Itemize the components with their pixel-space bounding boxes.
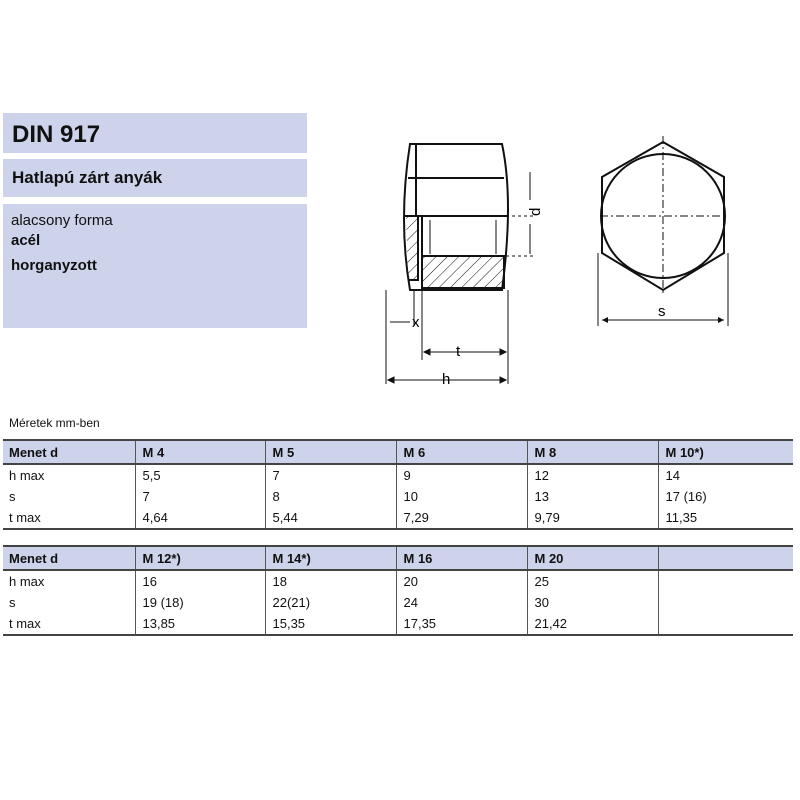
cap-nut-drawing <box>380 120 750 390</box>
units-note: Méretek mm-ben <box>9 416 100 430</box>
table-cell <box>658 592 793 613</box>
desc-finish: horganyzott <box>11 257 97 274</box>
top-view <box>598 136 728 326</box>
row-label: t max <box>3 507 135 529</box>
label-d: d <box>527 207 544 216</box>
table-cell <box>658 613 793 635</box>
dimension-table-1 <box>3 439 793 530</box>
description-box <box>3 204 307 328</box>
header-cell: M 16 <box>396 546 527 570</box>
row-label: h max <box>9 574 45 589</box>
row-label: h max <box>9 468 45 483</box>
title-box <box>3 113 307 153</box>
page-subtitle: Hatlapú zárt anyák <box>12 168 163 187</box>
table-row <box>3 507 793 529</box>
table-cell: 24 <box>396 592 527 613</box>
table-header-row <box>3 546 793 570</box>
table-cell: 19 (18) <box>135 592 265 613</box>
table-cell: 13 <box>527 486 658 507</box>
label-x: x <box>412 314 420 331</box>
table-cell: 7,29 <box>396 507 527 529</box>
page-title: DIN 917 <box>12 121 101 148</box>
header-cell: Menet d <box>3 546 135 570</box>
table-row <box>3 464 793 486</box>
table-cell <box>658 570 793 592</box>
header-cell: M 20 <box>527 546 658 570</box>
table-cell: 25 <box>527 570 658 592</box>
label-h: h <box>442 371 451 388</box>
table-cell: 18 <box>265 570 396 592</box>
table-cell: 30 <box>527 592 658 613</box>
table-cell: 7 <box>135 486 265 507</box>
table-cell: 14 <box>658 464 793 486</box>
table-cell: 22(21) <box>265 592 396 613</box>
table-cell: 20 <box>396 570 527 592</box>
header-cell: M 4 <box>135 440 265 464</box>
desc-material: acél <box>11 232 41 249</box>
table-row <box>3 570 793 592</box>
table-cell: 4,64 <box>135 507 265 529</box>
table-row <box>3 613 793 635</box>
header-cell: Menet d <box>3 440 135 464</box>
header-cell: M 10*) <box>658 440 793 464</box>
header-cell <box>658 546 793 570</box>
table-cell: 13,85 <box>135 613 265 635</box>
table-cell: 5,44 <box>265 507 396 529</box>
table-cell: 5,5 <box>135 464 265 486</box>
header-cell: M 8 <box>527 440 658 464</box>
header-cell: M 12*) <box>135 546 265 570</box>
table-cell: 10 <box>396 486 527 507</box>
table-cell: 17 (16) <box>658 486 793 507</box>
dimension-table-2 <box>3 545 793 636</box>
desc-form: alacsony forma <box>11 212 113 229</box>
table-cell: 9 <box>396 464 527 486</box>
table-cell: 8 <box>265 486 396 507</box>
header-cell: M 14*) <box>265 546 396 570</box>
row-label: t max <box>3 613 135 635</box>
table-header-row <box>3 440 793 464</box>
row-label: s <box>9 595 16 610</box>
table-cell: 12 <box>527 464 658 486</box>
table-row <box>3 486 793 507</box>
table-cell: 17,35 <box>396 613 527 635</box>
table-cell: 16 <box>135 570 265 592</box>
side-view <box>404 144 508 290</box>
table-cell: 21,42 <box>527 613 658 635</box>
subtitle-box <box>3 159 307 197</box>
table-cell: 9,79 <box>527 507 658 529</box>
label-s: s <box>658 303 666 320</box>
row-label: s <box>9 489 16 504</box>
table-cell: 15,35 <box>265 613 396 635</box>
table-cell: 11,35 <box>658 507 793 529</box>
label-t: t <box>456 343 461 360</box>
table-row <box>3 592 793 613</box>
table-cell: 7 <box>265 464 396 486</box>
header-cell: M 6 <box>396 440 527 464</box>
header-cell: M 5 <box>265 440 396 464</box>
